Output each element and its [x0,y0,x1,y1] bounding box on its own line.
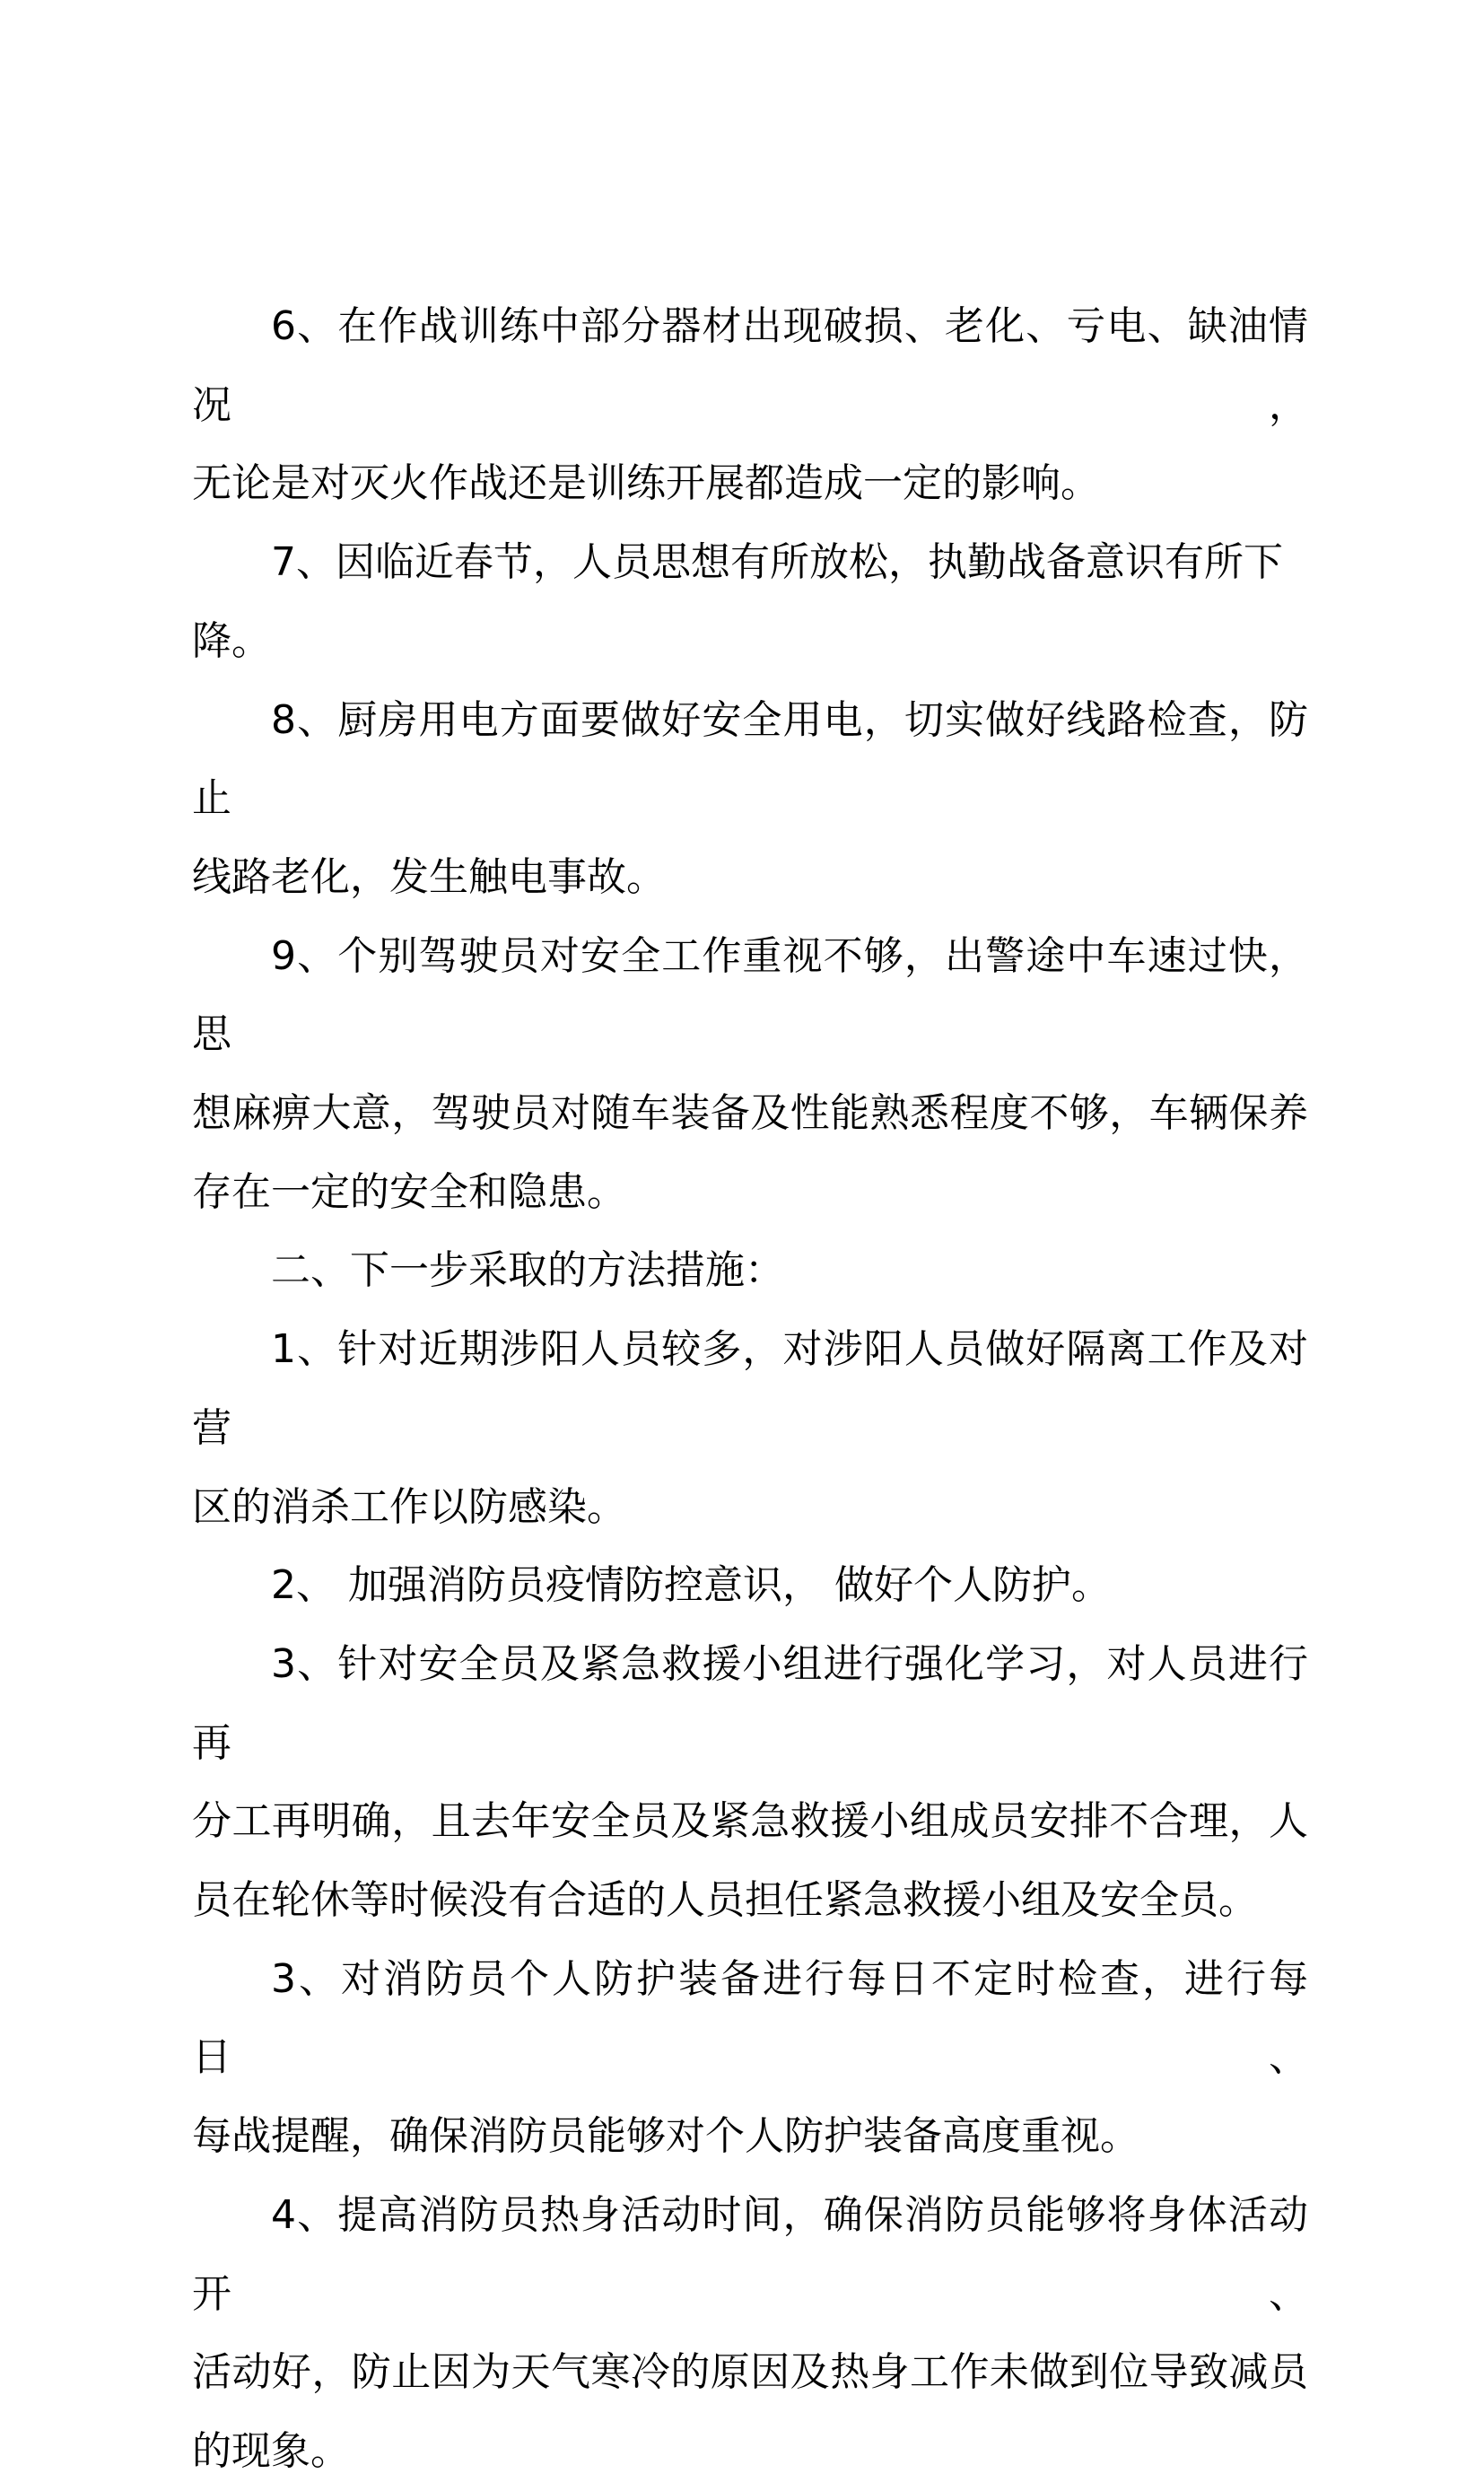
paragraph-section-heading [192,1231,1308,1310]
text-line: 每战提醒，确保消防员能够对个人防护装备高度重视。 [192,2113,1139,2160]
paragraph [192,523,1308,680]
paragraph [192,1625,1308,1940]
text-line: 分工再明确，且去年安全员及紧急救援小组成员安排不合理，人 [192,1798,1308,1845]
text-line: 7、因临近春节，人员思想有所放松，执勤战备意识有所下降。 [192,539,1283,664]
text-line: 9、个别驾驶员对安全工作重视不够，出警途中车速过快，思 [192,932,1308,1058]
text-line: 二、下一步采取的方法措施： [271,1247,784,1294]
document-body [192,287,1308,2491]
text-line: 4、提高消防员热身活动时间，确保消防员能够将身体活动开、 [192,2191,1308,2317]
text-line: 6、在作战训练中部分器材出现破损、老化、亏电、缺油情况， [192,303,1308,428]
paragraph [192,1940,1308,2176]
paragraph [192,681,1308,917]
text-line: 想麻痹大意，驾驶员对随车装备及性能熟悉程度不够，车辆保养 [192,1090,1308,1137]
text-line: 区的消杀工作以防感染。 [192,1483,626,1530]
text-line: 8、厨房用电方面要做好安全用电，切实做好线路检查，防止 [192,696,1308,822]
paragraph [192,2176,1308,2491]
text-line: 2、 加强消防员疫情防控意识， 做好个人防护。 [271,1562,1111,1609]
text-line: 3、对消防员个人防护装备进行每日不定时检查，进行每日、 [192,1955,1308,2081]
paragraph [192,287,1308,523]
paragraph [192,1310,1308,1546]
text-line: 无论是对灭火作战还是训练开展都造成一定的影响。 [192,460,1100,507]
text-line: 的现象。 [192,2427,350,2474]
paragraph [192,1546,1308,1625]
text-line: 存在一定的安全和隐患。 [192,1168,626,1215]
paragraph [192,917,1308,1232]
text-line: 线路老化，发生触电事故。 [192,853,666,900]
text-line: 活动好，防止因为天气寒冷的原因及热身工作未做到位导致减员 [192,2349,1308,2396]
text-line: 3、针对安全员及紧急救援小组进行强化学习，对人员进行再 [192,1640,1308,1766]
text-line: 员在轮休等时候没有合适的人员担任紧急救援小组及安全员。 [192,1877,1258,1924]
text-line: 1、针对近期涉阳人员较多，对涉阳人员做好隔离工作及对营 [192,1326,1308,1451]
